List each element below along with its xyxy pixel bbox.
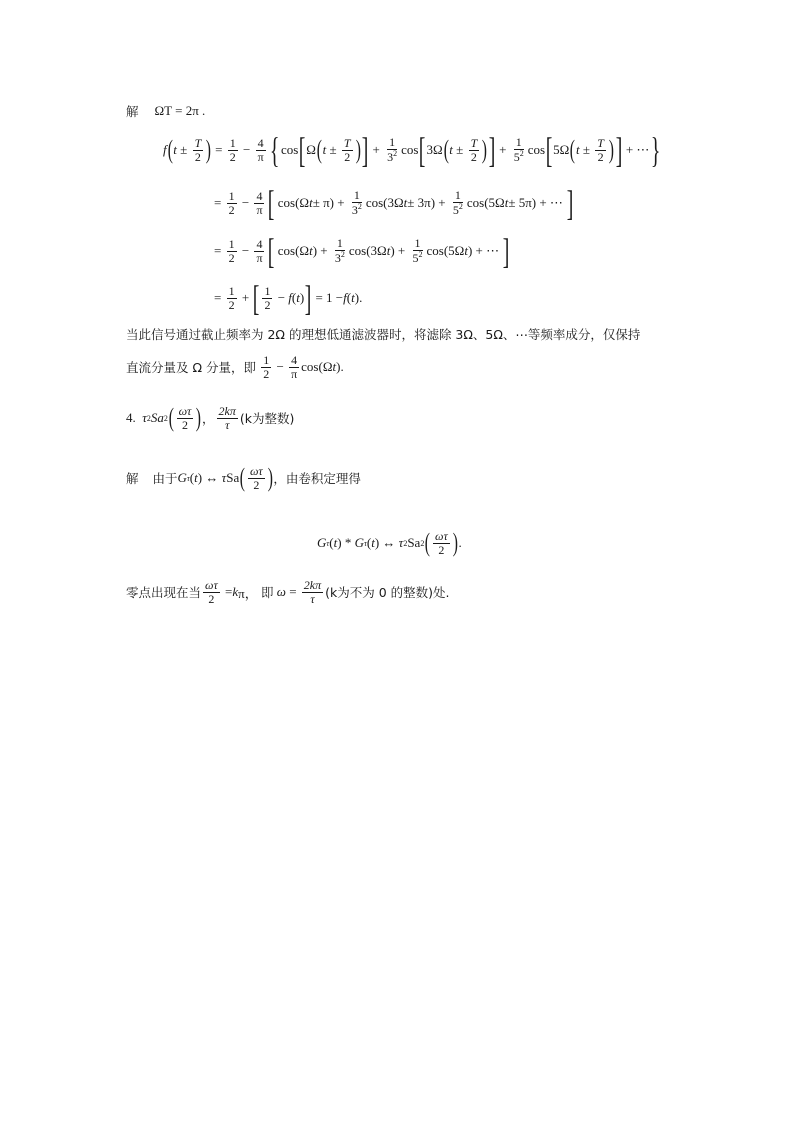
- convolution-equation: G τ ( t ) * G τ ( t ) ↔ τ 2 Sa 2 ( $\frac{\omega\tau}{2}$ ) .: [317, 528, 462, 557]
- solution-label: 解: [126, 104, 139, 119]
- problem-number: 4.: [126, 410, 136, 425]
- filter-text-line-1: 当此信号通过截止频率为 2Ω 的理想低通滤波器时，将滤除 3Ω、5Ω、⋯等频率成分，仅保持: [126, 327, 641, 342]
- solution-4-line-1: 解 由于 G τ ( t ) ↔ τ Sa ( $\frac{\omega\tau}{2}$ ) ，由卷积定理得: [126, 463, 361, 492]
- given-equation: ΩT = 2π .: [154, 103, 206, 118]
- equation-line-2: = $\frac{1}{2}$ − $\frac{4}{\pi}$ [ cos(Ω t ± π) + $\frac{1}{3^2}$ cos(3Ω t ± 3π) + $\frac{1}{5^2}$ cos(5Ω t ± 5π) + ⋯ ]: [214, 183, 574, 223]
- equation-line-3: = $\frac{1}{2}$ − $\frac{4}{\pi}$ [ cos(Ω t ) + $\frac{1}{3^2}$ cos(3Ω t ) + $\frac{1}{5^2}$ cos(5Ω t ) + ⋯ ]: [214, 231, 510, 271]
- equation-line-4: = $\frac{1}{2}$ + [ $\frac{1}{2}$ − f ( t ) ] = 1 − f ( t ).: [214, 278, 363, 318]
- zero-condition-line: 零点出现在当 $\frac{\omega\tau}{2}$ = k π， 即 ω = $\frac{2k\pi}{\tau}$ (k为不为 0 的整数)处.: [126, 577, 450, 606]
- equation-line-1: f ( t ± $\frac{T}{2}$ ) = $\frac{1}{2}$ − $\frac{4}{\pi}$ { cos [ Ω ( t ± $\frac{T}{2}$ ) ] + $\frac{1}{3^2}$ cos [ 3Ω ( t ± $\frac{T}{2}$ ) ] + $\frac{1}{5^2}$ cos [ 5Ω ( t ± $\frac{T}{2}$ ) ] + ⋯ }: [163, 130, 661, 170]
- fraction-T-over-2: $\frac{T}{2}$: [194, 135, 202, 164]
- filter-text-line-2: 直流分量及 Ω 分量，即 $\frac{1}{2}$ − $\frac{4}{\pi}$ cos(Ω t ).: [126, 352, 344, 381]
- problem-4-answer: 4. τ 2 Sa 2 ( $\frac{\omega\tau}{2}$ ) ， $\frac{2k\pi}{\tau}$ (k为整数): [126, 403, 295, 432]
- given-line: [126, 101, 205, 121]
